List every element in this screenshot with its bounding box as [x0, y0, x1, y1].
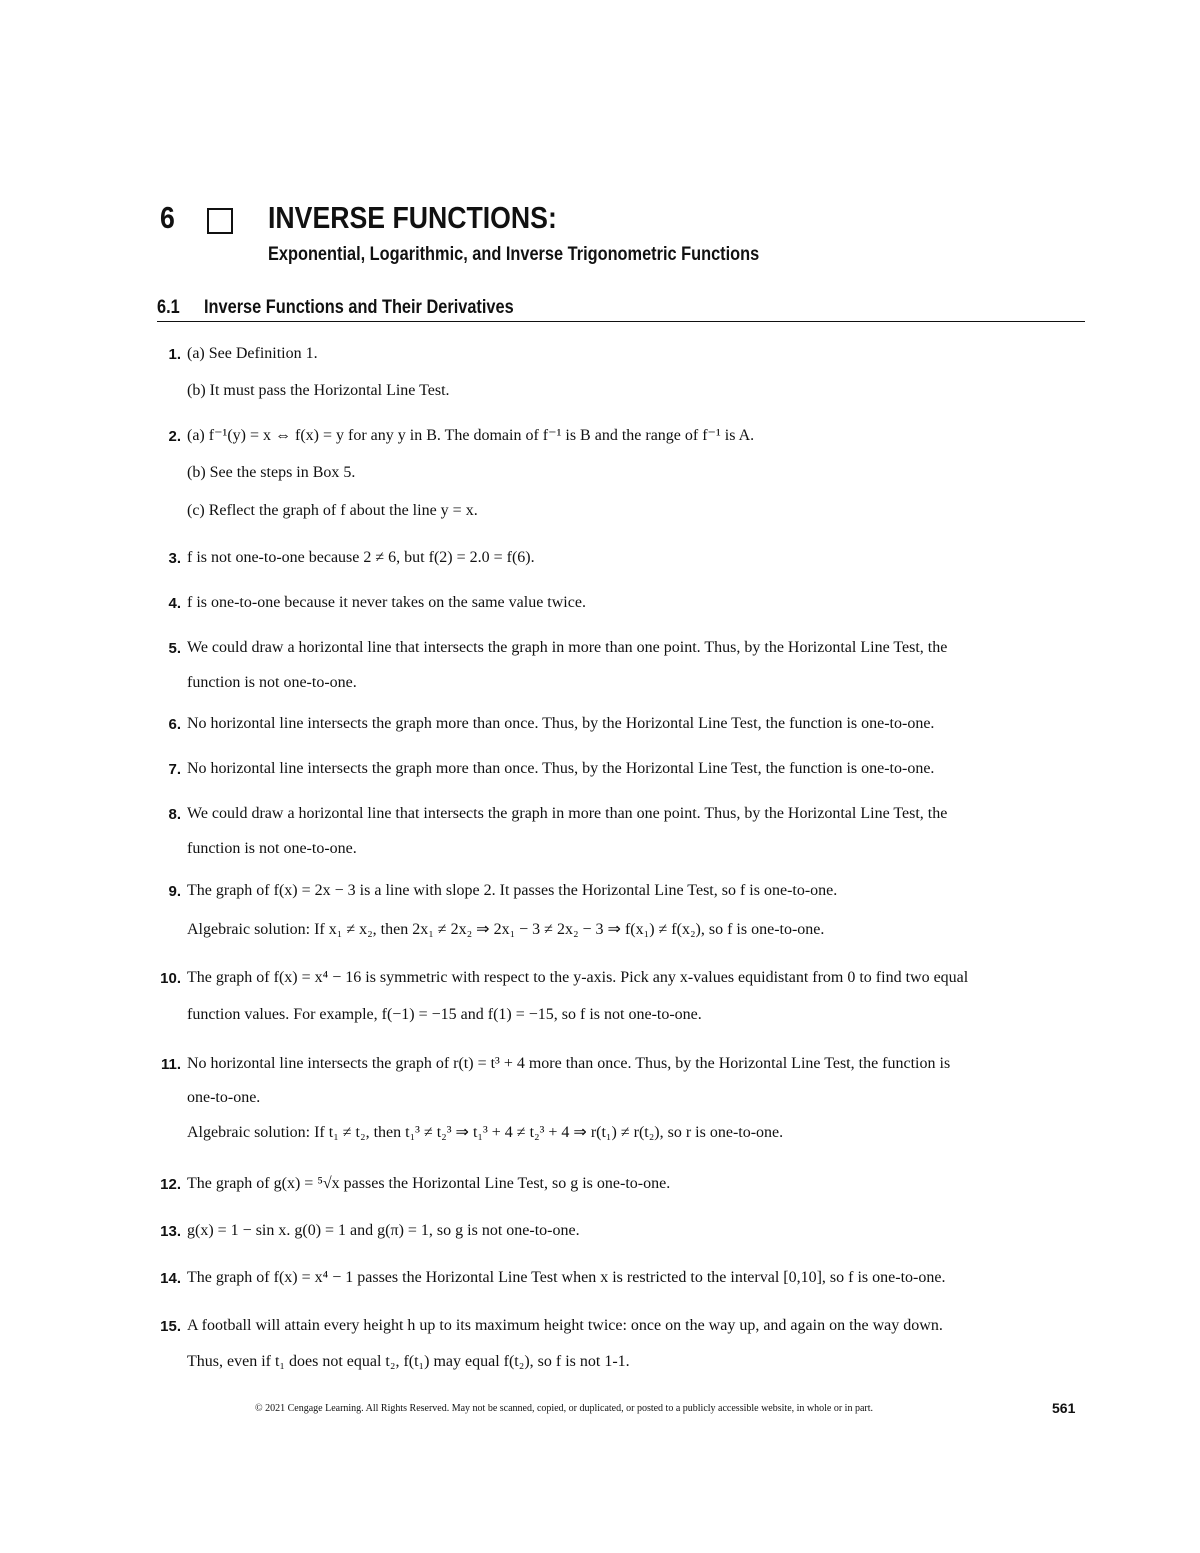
exercise-line: (a) See Definition 1. — [187, 345, 318, 362]
exercise-line: We could draw a horizontal line that intersects the graph in more than one point. Thus, by the Horizontal Line Test, the — [187, 805, 948, 822]
exercise-number: 3. — [168, 550, 181, 567]
exercise-line: f is not one-to-one because 2 ≠ 6, but f(2) = 2.0 = f(6). — [187, 549, 535, 566]
exercise-line: We could draw a horizontal line that intersects the graph in more than one point. Thus, by the Horizontal Line Test, the — [187, 639, 948, 656]
section-heading — [157, 296, 1085, 322]
copyright-notice: © 2021 Cengage Learning. All Rights Reserved. May not be scanned, copied, or duplicated, or posted to a publicly accessible website, in whole or in part. — [255, 1403, 873, 1414]
exercise-line: (b) It must pass the Horizontal Line Test. — [187, 382, 450, 399]
exercise-line: The graph of f(x) = x⁴ − 1 passes the Horizontal Line Test when x is restricted to the interval [0,10], so f is one-to-one. — [187, 1269, 946, 1286]
exercise-number: 12. — [160, 1176, 181, 1193]
exercise-line: No horizontal line intersects the graph more than once. Thus, by the Horizontal Line Test, the function is one-to-one. — [187, 715, 935, 732]
exercise-line: (a) f⁻¹(y) = x ⇔ f(x) = y for any y in B. The domain of f⁻¹ is B and the range of f⁻¹ is A. — [187, 427, 755, 444]
exercise-number: 7. — [168, 761, 181, 778]
exercise-number: 14. — [160, 1270, 181, 1287]
exercise-line: f is one-to-one because it never takes on the same value twice. — [187, 594, 586, 611]
exercise-number: 2. — [168, 428, 181, 445]
exercise-line: The graph of f(x) = x⁴ − 16 is symmetric with respect to the y-axis. Pick any x-values equidistant from 0 to find two equal — [187, 969, 969, 986]
exercise-line: Algebraic solution: If t₁ ≠ t₂, then t₁³ ≠ t₂³ ⇒ t₁³ + 4 ≠ t₂³ + 4 ⇒ r(t₁) ≠ r(t₂), so r is one-to-one. — [187, 1124, 784, 1141]
exercise-number: 15. — [160, 1318, 181, 1335]
exercise-line: Algebraic solution: If x₁ ≠ x₂, then 2x₁ ≠ 2x₂ ⇒ 2x₁ − 3 ≠ 2x₂ − 3 ⇒ f(x₁) ≠ f(x₂), so f is one-to-one. — [187, 921, 825, 938]
exercise-line: A football will attain every height h up to its maximum height twice: once on the way up, and again on the way down. — [187, 1317, 943, 1334]
exercise-line: (b) See the steps in Box 5. — [187, 464, 356, 481]
section-title: Inverse Functions and Their Derivatives — [204, 297, 514, 318]
exercise-number: 4. — [168, 595, 181, 612]
page-number: 561 — [1052, 1400, 1076, 1416]
exercise-number: 9. — [168, 883, 181, 900]
exercise-line: The graph of f(x) = 2x − 3 is a line with slope 2. It passes the Horizontal Line Test, so f is one-to-one. — [187, 882, 838, 899]
chapter-title: INVERSE FUNCTIONS: — [268, 200, 557, 235]
exercise-line: (c) Reflect the graph of f about the line y = x. — [187, 502, 478, 519]
exercise-number: 6. — [168, 716, 181, 733]
exercise-line: No horizontal line intersects the graph more than once. Thus, by the Horizontal Line Test, the function is one-to-one. — [187, 760, 935, 777]
chapter-subtitle: Exponential, Logarithmic, and Inverse Trigonometric Functions — [268, 244, 760, 265]
exercise-line: function is not one-to-one. — [187, 674, 357, 691]
exercise-line: No horizontal line intersects the graph of r(t) = t³ + 4 more than once. Thus, by the Horizontal Line Test, the function is — [187, 1055, 951, 1072]
exercise-number: 8. — [168, 806, 181, 823]
exercise-line: function is not one-to-one. — [187, 840, 357, 857]
exercise-number: 11. — [160, 1056, 181, 1073]
exercise-number: 1. — [168, 346, 181, 363]
exercise-number: 10. — [160, 970, 181, 987]
exercise-line: function values. For example, f(−1) = −15 and f(1) = −15, so f is not one-to-one. — [187, 1006, 702, 1023]
exercise-line: The graph of g(x) = ⁵√x passes the Horizontal Line Test, so g is one-to-one. — [187, 1175, 671, 1192]
section-number: 6.1 — [157, 297, 180, 318]
exercise-line: g(x) = 1 − sin x. g(0) = 1 and g(π) = 1, so g is not one-to-one. — [187, 1222, 580, 1239]
exercise-number: 13. — [160, 1223, 181, 1240]
exercise-number: 5. — [168, 640, 181, 657]
exercise-line: Thus, even if t₁ does not equal t₂, f(t₁) may equal f(t₂), so f is not 1-1. — [187, 1353, 630, 1370]
chapter-number: 6 — [160, 200, 175, 235]
chapter-box-icon — [207, 208, 233, 234]
exercise-line: one-to-one. — [187, 1089, 261, 1106]
